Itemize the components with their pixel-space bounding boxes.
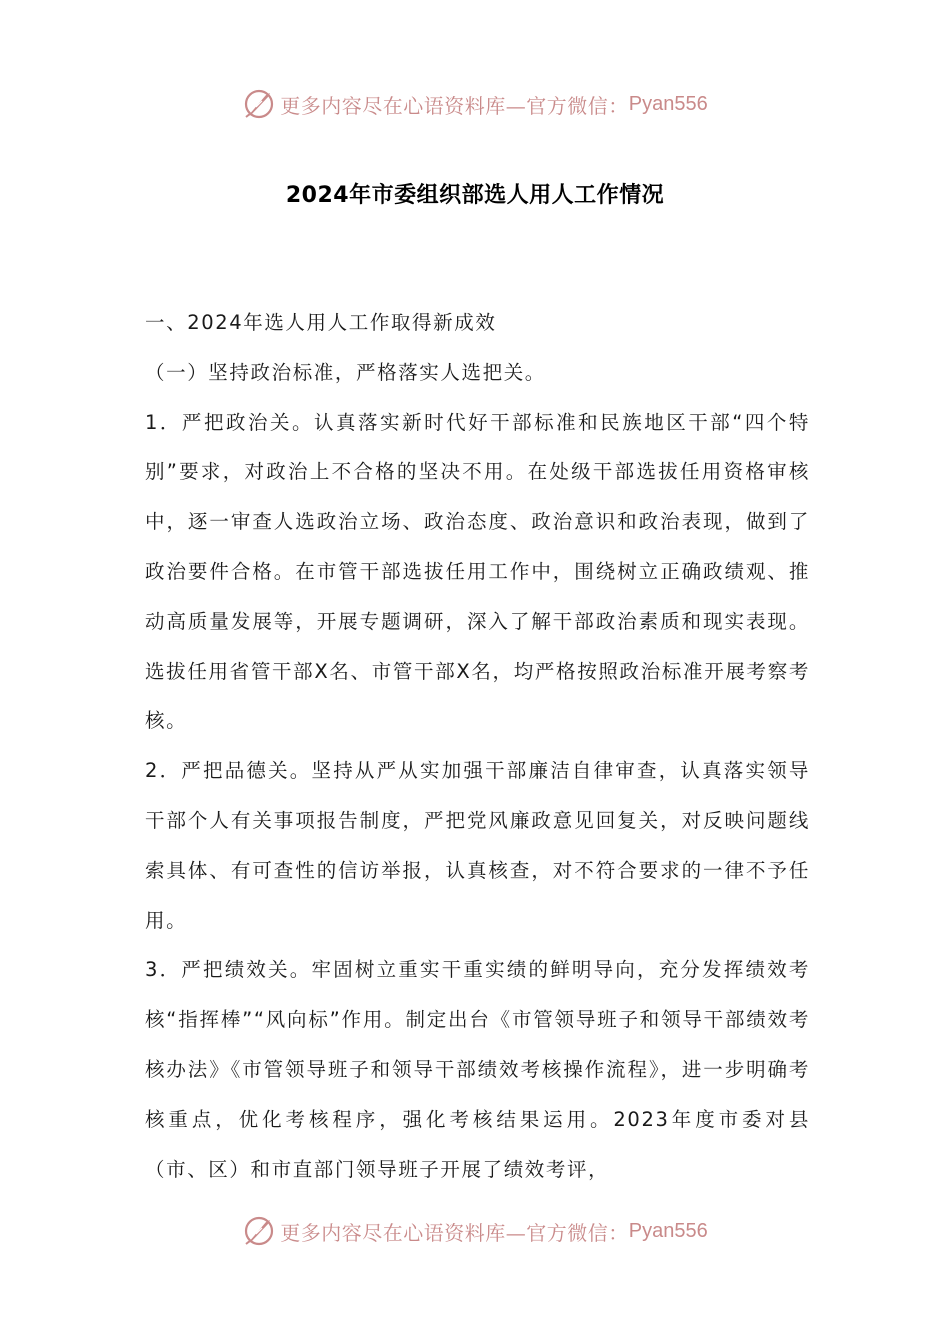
watermark-text: 更多内容尽在心语资料库—官方微信：	[280, 93, 629, 118]
quill-logo-icon	[242, 87, 276, 121]
watermark-handle: Pyan556	[628, 92, 708, 115]
watermark-text: 更多内容尽在心语资料库—官方微信：	[280, 1220, 629, 1245]
quill-logo-icon	[242, 1214, 276, 1248]
paragraph-political: 1．严把政治关。认真落实新时代好干部标准和民族地区干部“四个特别”要求，对政治上不合格的坚决不用。在处级干部选拔任用资格审核中，逐一审查人选政治立场、政治态度、政治意识和政治表现，做到了政治要件合格。在市管干部选拔任用工作中，围绕树立正确政绩观、推动高质量发展等，开展专题调研，深入了解干部政治素质和现实表现。选拔任用省管干部X名、市管干部X名，均严格按照政治标准开展考察考核。	[145, 410, 810, 733]
watermark-handle: Pyan556	[628, 1219, 708, 1242]
watermark-footer	[0, 1211, 950, 1251]
watermark-header	[0, 84, 950, 124]
subsection-heading: （一）坚持政治标准，严格落实人选把关。	[145, 360, 546, 384]
document-title: 2024年市委组织部选人用人工作情况	[285, 183, 665, 208]
document-body	[145, 298, 810, 1194]
paragraph-moral: 2．严把品德关。坚持从严从实加强干部廉洁自律审查，认真落实领导干部个人有关事项报告制度，严把党风廉政意见回复关，对反映问题线索具体、有可查性的信访举报，认真核查，对不符合要求的一律不予任用。	[145, 759, 810, 932]
section-heading: 一、2024年选人用人工作取得新成效	[145, 311, 497, 334]
paragraph-performance: 3．严把绩效关。牢固树立重实干重实绩的鲜明导向，充分发挥绩效考核“指挥棒”“风向标”作用。制定出台《市管领导班子和领导干部绩效考核办法》《市管领导班子和领导干部绩效考核操作流程》，进一步明确考核重点，优化考核程序，强化考核结果运用。2023年度市委对县（市、区）和市直部门领导班子开展了绩效考评，	[145, 958, 810, 1181]
